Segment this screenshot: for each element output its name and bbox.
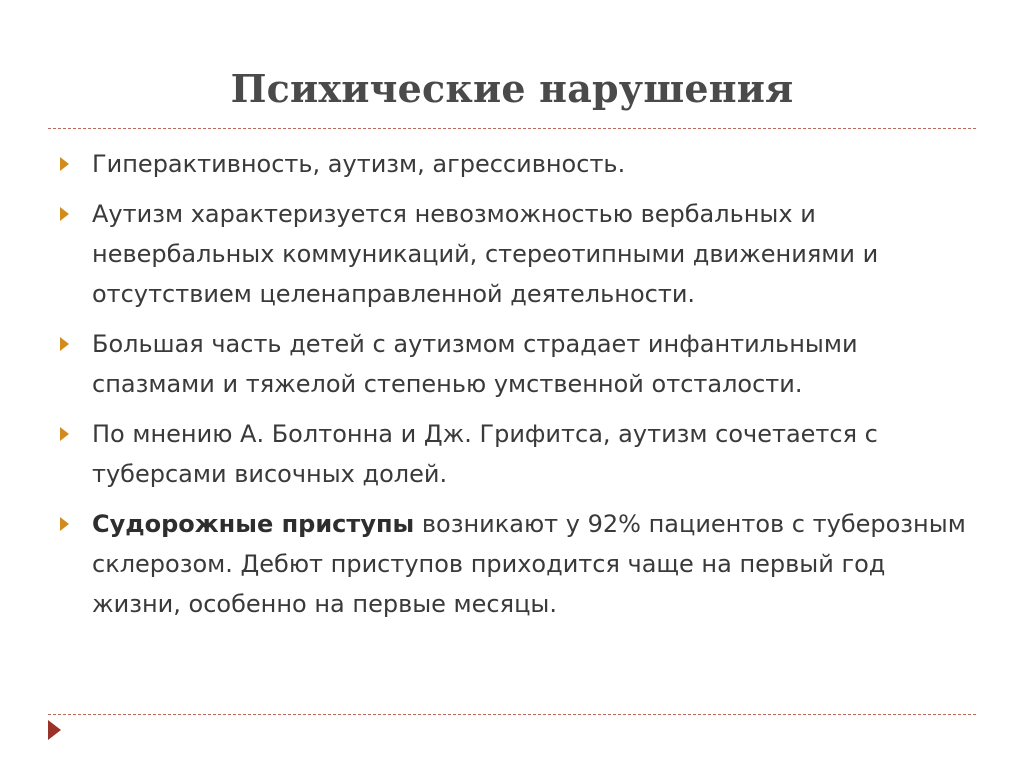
bullet-text: Гиперактивность, аутизм, агрессивность. [92,150,626,178]
triangle-right-icon [60,337,69,351]
footer-divider [48,714,976,715]
slide-title: Психические нарушения [230,66,794,111]
list-item [60,324,970,404]
bullet-text: Аутизм характеризуется невозможностью вербальных и невербальных коммуникаций, стереотипными движениями и отсутствием целенаправленной деятельности. [92,200,879,308]
triangle-right-icon [60,427,69,441]
bullet-text: Большая часть детей с аутизмом страдает инфантильными спазмами и тяжелой степенью умственной отсталости. [92,330,858,398]
triangle-right-icon [60,517,69,531]
triangle-right-icon [60,207,69,221]
list-item [60,504,970,624]
title-divider [48,128,976,129]
list-item [60,144,970,184]
bullet-bold-text: Судорожные приступы [92,510,415,538]
list-item [60,414,970,494]
triangle-right-icon [60,157,69,171]
bullet-list [60,144,970,634]
bullet-text: возникают у 92% пациентов с туберозным склерозом. Дебют приступов приходится чаще на первый год жизни, особенно на первые месяцы. [92,510,966,618]
nav-arrow-icon[interactable] [48,720,61,740]
list-item [60,194,970,314]
bullet-text: По мнению А. Болтонна и Дж. Грифитса, аутизм сочетается с туберсами височных долей. [92,420,878,488]
